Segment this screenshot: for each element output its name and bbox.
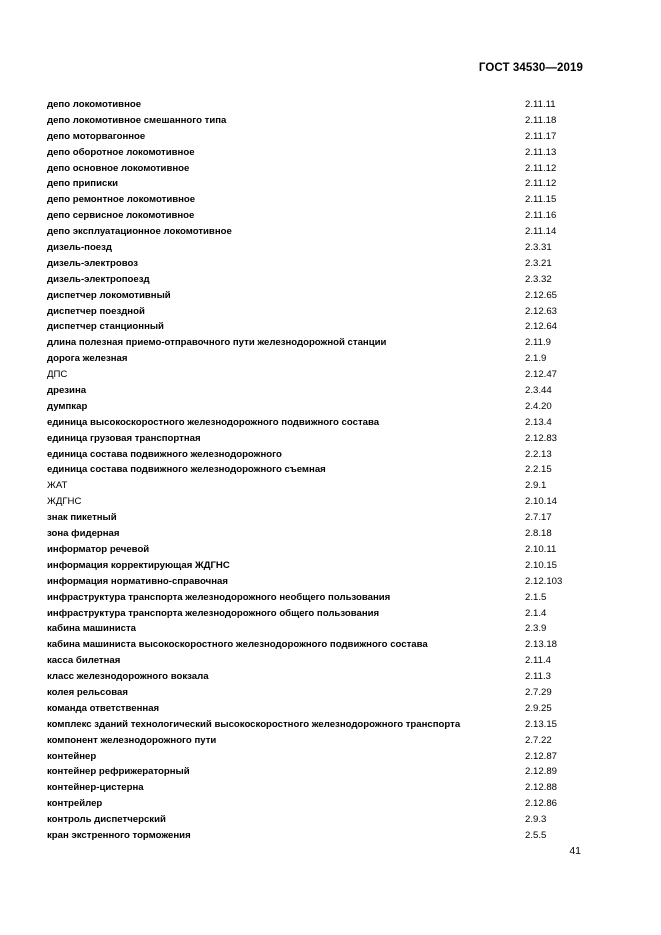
index-term: класс железнодорожного вокзала — [47, 671, 209, 683]
page-number: 41 — [569, 845, 581, 857]
index-entry — [47, 542, 587, 558]
index-reference-number: 2.2.13 — [525, 448, 552, 460]
index-entry — [47, 606, 587, 622]
index-entry — [47, 447, 587, 463]
index-reference-number: 2.5.5 — [525, 829, 547, 841]
index-term: длина полезная приемо-отправочного пути железнодорожной станции — [47, 337, 387, 349]
index-entry — [47, 749, 587, 765]
index-entry — [47, 733, 587, 749]
index-term: депо ремонтное локомотивное — [47, 194, 196, 206]
index-term: дизель-электропоезд — [47, 273, 150, 285]
index-term: депо локомотивное смешанного типа — [47, 114, 227, 126]
index-term: депо локомотивное — [47, 99, 142, 110]
index-reference-number: 2.1.5 — [525, 591, 547, 603]
index-entry — [47, 796, 587, 812]
index-reference-number: 2.13.4 — [525, 416, 552, 428]
index-term: диспетчер станционный — [47, 321, 164, 333]
index-reference-number: 2.11.13 — [525, 146, 557, 158]
index-reference-number: 2.4.20 — [525, 400, 552, 412]
index-term: единица состава подвижного железнодорожного — [47, 448, 282, 460]
index-entry — [47, 621, 587, 637]
index-entry — [47, 288, 587, 304]
index-term: информация нормативно-справочная — [47, 575, 228, 587]
index-reference-number: 2.12.88 — [525, 782, 558, 794]
index-term: депо оборотное локомотивное — [47, 146, 195, 158]
index-entry — [47, 669, 587, 685]
index-term: дрезина — [47, 385, 87, 397]
index-reference-number: 2.12.83 — [525, 432, 558, 444]
index-term: депо сервисное локомотивное — [47, 210, 195, 222]
index-reference-number: 2.10.14 — [525, 496, 558, 508]
index-entry — [47, 224, 587, 240]
index-entry — [47, 240, 587, 256]
index-entry — [47, 161, 587, 177]
index-term: дизель-электровоз — [47, 257, 139, 269]
index-term: контейнер-цистерна — [47, 782, 144, 794]
index-term: единица высокоскоростного железнодорожного подвижного состава — [47, 416, 380, 428]
index-reference-number: 2.8.18 — [525, 528, 552, 540]
index-term: депо основное локомотивное — [47, 162, 190, 174]
index-reference-number: 2.1.9 — [525, 353, 547, 365]
index-entry — [47, 351, 587, 367]
index-term: депо моторвагонное — [47, 130, 146, 142]
index-reference-number: 2.11.9 — [525, 337, 551, 349]
index-reference-number: 2.11.3 — [525, 671, 551, 683]
index-term: ДПС — [47, 369, 68, 381]
index-entry — [47, 272, 587, 288]
index-reference-number: 2.11.12 — [525, 162, 557, 174]
alphabetical-term-index — [47, 97, 587, 844]
index-term: контейнер — [47, 750, 97, 762]
index-entry — [47, 319, 587, 335]
index-term: инфраструктура транспорта железнодорожного необщего пользования — [47, 591, 391, 603]
index-reference-number: 2.11.12 — [525, 178, 557, 190]
index-reference-number: 2.3.21 — [525, 257, 552, 269]
index-reference-number: 2.7.22 — [525, 734, 552, 746]
index-entry — [47, 304, 587, 320]
index-term: зона фидерная — [47, 528, 120, 540]
index-term: кабина машиниста — [47, 623, 137, 635]
index-term: депо приписки — [47, 178, 119, 190]
index-entry — [47, 129, 587, 145]
index-entry — [47, 653, 587, 669]
index-term: единица грузовая транспортная — [47, 432, 201, 444]
index-entry — [47, 685, 587, 701]
index-reference-number: 2.11.11 — [525, 99, 556, 110]
index-reference-number: 2.13.15 — [525, 718, 558, 730]
index-reference-number: 2.3.44 — [525, 385, 552, 397]
index-reference-number: 2.12.47 — [525, 369, 558, 381]
index-reference-number: 2.7.17 — [525, 512, 552, 524]
index-term: контроль диспетчерский — [47, 814, 166, 826]
index-entry — [47, 812, 587, 828]
index-reference-number: 2.1.4 — [525, 607, 547, 619]
index-term: диспетчер поездной — [47, 305, 145, 317]
index-reference-number: 2.12.64 — [525, 321, 558, 333]
index-entry — [47, 494, 587, 510]
index-term: диспетчер локомотивный — [47, 289, 171, 301]
index-entry — [47, 637, 587, 653]
index-reference-number: 2.2.15 — [525, 464, 552, 476]
index-reference-number: 2.3.31 — [525, 242, 552, 254]
index-entry — [47, 526, 587, 542]
index-reference-number: 2.12.103 — [525, 575, 563, 587]
index-entry — [47, 764, 587, 780]
index-reference-number: 2.12.89 — [525, 766, 558, 778]
index-entry — [47, 415, 587, 431]
index-entry — [47, 717, 587, 733]
index-reference-number: 2.11.14 — [525, 226, 557, 238]
index-term: компонент железнодорожного пути — [47, 734, 217, 746]
index-reference-number: 2.11.17 — [525, 130, 557, 142]
index-entry — [47, 574, 587, 590]
index-reference-number: 2.10.15 — [525, 559, 558, 571]
index-entry — [47, 176, 587, 192]
index-entry — [47, 558, 587, 574]
index-term: думпкар — [47, 400, 88, 412]
index-term: касса билетная — [47, 655, 121, 667]
index-reference-number: 2.12.86 — [525, 798, 558, 810]
index-entry — [47, 256, 587, 272]
index-entry — [47, 399, 587, 415]
index-reference-number: 2.9.25 — [525, 702, 552, 714]
index-entry — [47, 97, 587, 113]
index-entry — [47, 335, 587, 351]
index-reference-number: 2.3.9 — [525, 623, 547, 635]
index-reference-number: 2.7.29 — [525, 686, 552, 698]
index-entry — [47, 510, 587, 526]
index-term: информация корректирующая ЖДГНС — [47, 559, 230, 571]
index-entry — [47, 208, 587, 224]
index-entry — [47, 431, 587, 447]
index-term: инфраструктура транспорта железнодорожного общего пользования — [47, 607, 380, 619]
index-term: контрейлер — [47, 798, 103, 810]
index-reference-number: 2.9.3 — [525, 814, 547, 826]
index-term: единица состава подвижного железнодорожного съемная — [47, 464, 326, 476]
index-reference-number: 2.11.4 — [525, 655, 551, 667]
index-reference-number: 2.13.18 — [525, 639, 558, 651]
index-term: знак пикетный — [47, 512, 117, 524]
index-term: комплекс зданий технологический высокоскоростного железнодорожного транспорта — [47, 718, 461, 730]
index-entry — [47, 462, 587, 478]
index-entry — [47, 701, 587, 717]
index-entry — [47, 780, 587, 796]
index-reference-number: 2.12.63 — [525, 305, 558, 317]
index-term: контейнер рефрижераторный — [47, 766, 190, 778]
index-term: колея рельсовая — [47, 686, 128, 698]
index-entry — [47, 383, 587, 399]
index-term: команда ответственная — [47, 702, 160, 714]
index-term: кран экстренного торможения — [47, 829, 191, 841]
index-reference-number: 2.12.65 — [525, 289, 558, 301]
index-entry — [47, 590, 587, 606]
index-term: информатор речевой — [47, 543, 150, 555]
index-term: дорога железная — [47, 353, 128, 365]
index-entry — [47, 828, 587, 844]
index-reference-number: 2.11.15 — [525, 194, 557, 206]
index-reference-number: 2.11.16 — [525, 210, 557, 222]
index-term: депо эксплуатационное локомотивное — [47, 226, 232, 238]
index-entry — [47, 478, 587, 494]
index-reference-number: 2.11.18 — [525, 114, 557, 126]
document-standard-header: ГОСТ 34530—2019 — [478, 62, 583, 74]
index-reference-number: 2.3.32 — [525, 273, 552, 285]
index-entry — [47, 113, 587, 129]
index-term: дизель-поезд — [47, 242, 113, 254]
index-term: ЖДГНС — [47, 496, 82, 508]
index-reference-number: 2.12.87 — [525, 750, 558, 762]
index-reference-number: 2.10.11 — [525, 543, 557, 555]
index-reference-number: 2.9.1 — [525, 480, 547, 492]
index-entry — [47, 192, 587, 208]
index-entry — [47, 145, 587, 161]
index-term: кабина машиниста высокоскоростного железнодорожного подвижного состава — [47, 639, 428, 651]
index-term: ЖАТ — [47, 480, 68, 492]
index-entry — [47, 367, 587, 383]
